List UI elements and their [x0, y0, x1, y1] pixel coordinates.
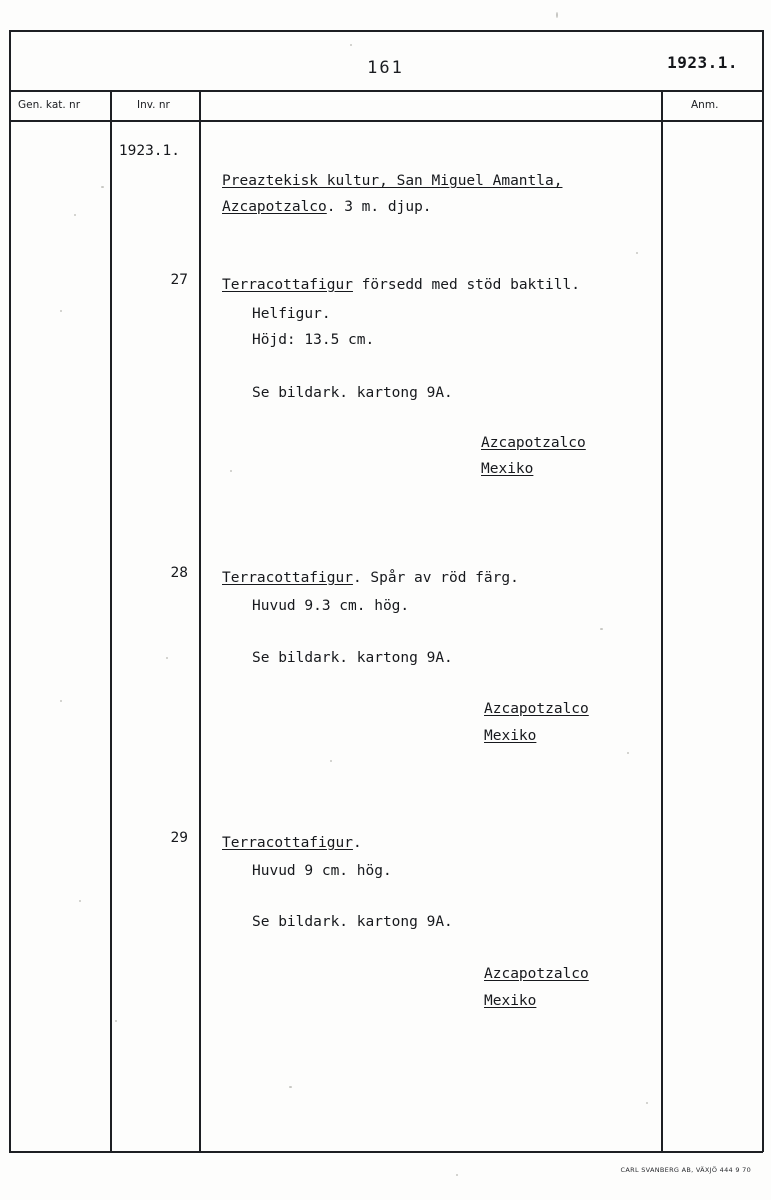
scan-speck: [330, 760, 332, 762]
entry-29-place-line2: Mexiko: [484, 993, 537, 1009]
entry-27-line-2: Höjd: 13.5 cm.: [252, 332, 375, 348]
scan-speck: [230, 470, 232, 472]
accession-heading-depth: . 3 m. djup.: [326, 199, 432, 215]
scan-speck: [600, 628, 603, 630]
rule-col-gen-inv: [110, 90, 112, 1152]
printer-credit: CARL SVANBERG AB, VÄXJÖ 444 9 70: [620, 1166, 751, 1174]
entry-29-place-line1: Azcapotzalco: [484, 966, 589, 982]
entry-28-line-1: Huvud 9.3 cm. hög.: [252, 598, 410, 614]
entry-28-title: [222, 565, 519, 591]
rule-right-edge: [762, 30, 764, 1152]
entry-29-line-1: Huvud 9 cm. hög.: [252, 863, 392, 879]
entry-28-title-term: Terracottafigur: [222, 570, 353, 586]
entry-29-reference: Se bildark. kartong 9A.: [252, 914, 453, 930]
rule-bottom: [9, 1151, 763, 1153]
entry-29-title-rest: .: [352, 835, 362, 851]
scan-speck: [74, 214, 76, 216]
inv-nr-28: 28: [170, 565, 188, 581]
entry-27-title-term: Terracottafigur: [222, 277, 353, 293]
entry-27-line-1: Helfigur.: [252, 306, 331, 322]
scan-speck: [289, 1086, 292, 1088]
rule-col-inv-desc: [199, 90, 201, 1152]
scan-speck: [350, 44, 352, 46]
scan-speck: [115, 1020, 117, 1022]
scan-speck: [60, 310, 62, 312]
page-number: 161: [367, 58, 404, 78]
entry-27-reference: Se bildark. kartong 9A.: [252, 385, 453, 401]
entry-28-reference: Se bildark. kartong 9A.: [252, 650, 453, 666]
scan-speck: [636, 252, 638, 254]
accession-heading-place: Azcapotzalco: [222, 199, 327, 215]
scan-speck: [456, 1174, 458, 1176]
entry-28-place-line1: Azcapotzalco: [484, 701, 589, 717]
scan-speck: [166, 657, 168, 659]
rule-header-bottom: [9, 120, 763, 122]
entry-28-title-rest: . Spår av röd färg.: [352, 570, 519, 586]
scan-speck: [79, 900, 81, 902]
entry-27-place-line2: Mexiko: [481, 461, 534, 477]
column-header-gen-kat-nr: Gen. kat. nr: [18, 99, 81, 111]
rule-top: [9, 30, 763, 32]
entry-28-place-line2: Mexiko: [484, 728, 537, 744]
inv-nr-27: 27: [170, 272, 188, 288]
accession-heading-line2: [222, 194, 432, 220]
rule-left-edge: [9, 30, 11, 1152]
scan-speck: [556, 12, 558, 18]
entry-29-title: [222, 830, 362, 856]
inv-nr-29: 29: [170, 830, 188, 846]
entry-27-title: [222, 272, 580, 298]
rule-col-desc-anm: [661, 90, 663, 1152]
entry-29-title-term: Terracottafigur: [222, 835, 353, 851]
column-header-inv-nr: Inv. nr: [137, 99, 170, 111]
entry-27-place-line1: Azcapotzalco: [481, 435, 586, 451]
column-header-anm: Anm.: [691, 99, 719, 111]
entry-27-title-rest: försedd med stöd baktill.: [352, 277, 580, 293]
scan-speck: [646, 1102, 648, 1104]
scan-speck: [101, 186, 104, 188]
page-header-accession: 1923.1.: [667, 53, 738, 72]
accession-heading-line1: Preaztekisk kultur, San Miguel Amantla,: [222, 173, 563, 189]
accession-number: 1923.1.: [118, 143, 180, 159]
scan-speck: [627, 752, 629, 754]
rule-header-top: [9, 90, 763, 92]
scan-speck: [60, 700, 62, 702]
